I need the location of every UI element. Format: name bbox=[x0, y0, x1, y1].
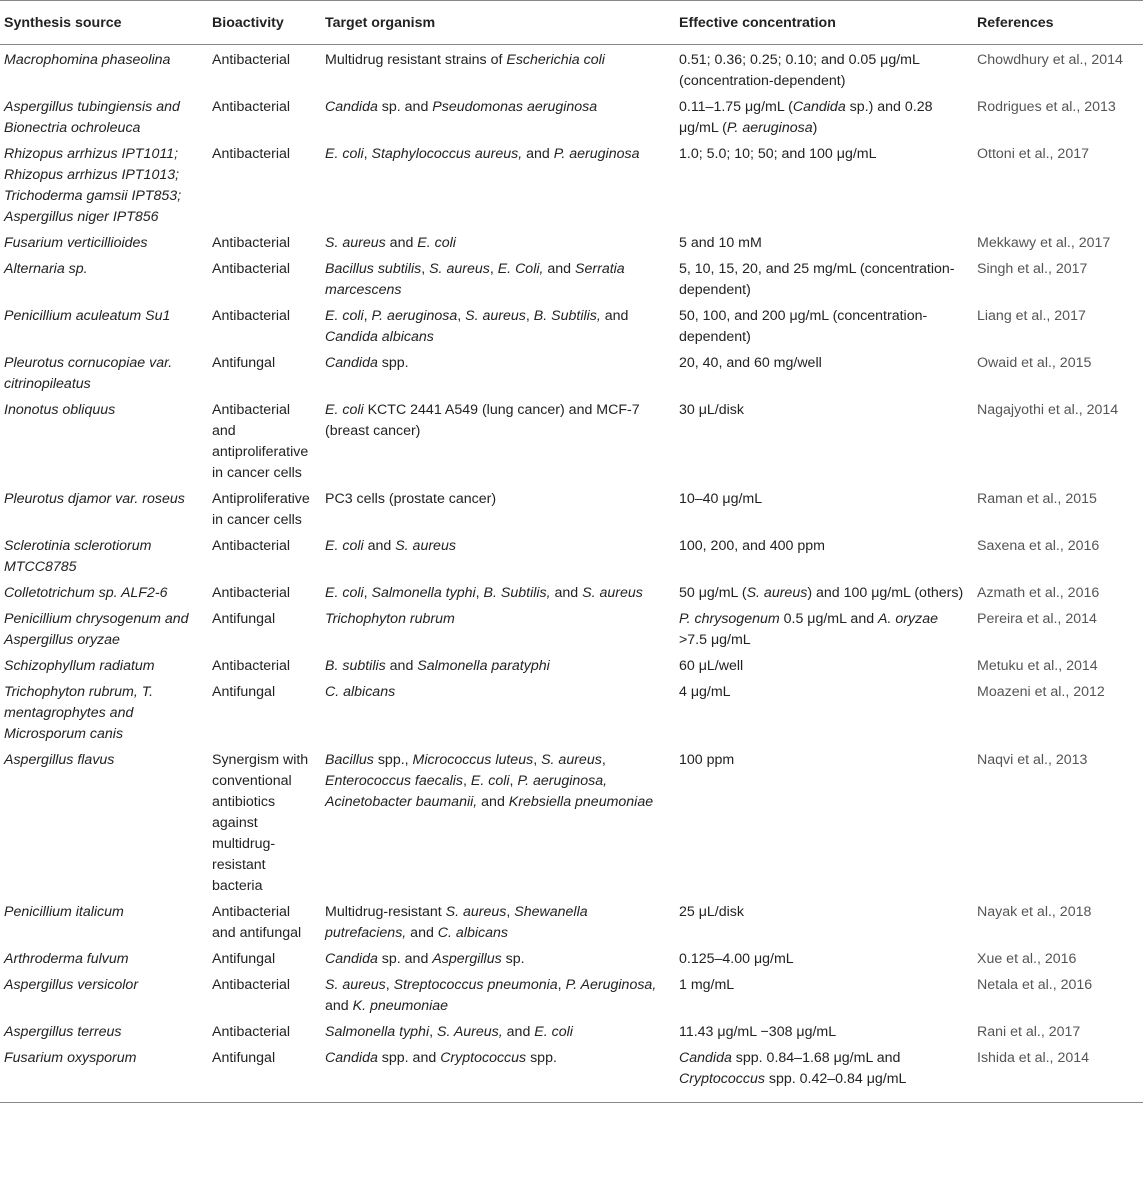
effective-concentration-cell bbox=[675, 45, 973, 93]
target-organism-cell bbox=[321, 484, 675, 531]
text-segment: P. aeruginosa bbox=[553, 146, 640, 162]
target-organism-cell bbox=[321, 745, 675, 897]
bioactivity-cell: Synergism with conventional antibiotics against multidrug-resistant bacteria bbox=[212, 752, 309, 894]
target-organism-cell bbox=[321, 677, 675, 745]
text-segment: Candida bbox=[325, 99, 378, 115]
target-organism-cell bbox=[321, 139, 675, 228]
effective-concentration-cell bbox=[675, 745, 973, 897]
reference-cell: Ottoni et al., 2017 bbox=[977, 146, 1089, 162]
bioactivity-cell: Antibacterial bbox=[212, 977, 291, 993]
reference-cell: Nagajyothi et al., 2014 bbox=[977, 402, 1119, 418]
text-segment: 4 μg/mL bbox=[679, 684, 731, 700]
table-row bbox=[0, 970, 1143, 1017]
text-segment: Candida bbox=[325, 355, 378, 371]
text-segment: P. aeruginosa, Acinetobacter baumanii, bbox=[325, 773, 608, 810]
table-row bbox=[0, 531, 1143, 578]
text-segment: 20, 40, and 60 mg/well bbox=[679, 355, 822, 371]
target-organism-cell bbox=[321, 944, 675, 970]
effective-concentration-cell bbox=[675, 531, 973, 578]
bioactivity-cell: Antibacterial bbox=[212, 235, 291, 251]
table-row bbox=[0, 45, 1143, 93]
text-segment: Streptococcus pneumonia bbox=[393, 977, 558, 993]
text-segment: , bbox=[363, 308, 372, 324]
text-segment: Candida bbox=[325, 1050, 378, 1066]
bioactivity-cell: Antibacterial bbox=[212, 146, 291, 162]
text-segment: Candida bbox=[325, 951, 378, 967]
effective-concentration-cell bbox=[675, 395, 973, 484]
text-segment: 1 mg/mL bbox=[679, 977, 735, 993]
target-organism-cell bbox=[321, 228, 675, 254]
text-segment: P. chrysogenum bbox=[679, 611, 780, 627]
text-segment: P. aeruginosa bbox=[371, 308, 458, 324]
text-segment: S. aureus bbox=[541, 752, 602, 768]
target-organism-cell bbox=[321, 1043, 675, 1103]
target-organism-cell bbox=[321, 395, 675, 484]
text-segment: , bbox=[363, 585, 372, 601]
text-segment: KCTC 2441 A549 (lung cancer) and MCF-7 (breast cancer) bbox=[325, 402, 640, 439]
text-segment: C. albicans bbox=[437, 925, 508, 941]
reference-cell: Rodrigues et al., 2013 bbox=[977, 99, 1116, 115]
effective-concentration-cell bbox=[675, 651, 973, 677]
table-row bbox=[0, 395, 1143, 484]
text-segment: and bbox=[477, 794, 509, 810]
bioactivity-cell: Antifungal bbox=[212, 951, 276, 967]
table-row bbox=[0, 677, 1143, 745]
target-organism-cell bbox=[321, 45, 675, 93]
text-segment: E. coli bbox=[325, 538, 364, 554]
text-segment: S. aureus bbox=[395, 538, 456, 554]
text-segment: , bbox=[429, 1024, 437, 1040]
effective-concentration-cell bbox=[675, 970, 973, 1017]
text-segment: S. Aureus, bbox=[437, 1024, 503, 1040]
bioactivity-cell: Antiproliferative in cancer cells bbox=[212, 491, 310, 528]
text-segment: >7.5 μg/mL bbox=[679, 632, 751, 648]
text-segment: Multidrug resistant strains of bbox=[325, 52, 507, 68]
header-bioactivity: Bioactivity bbox=[208, 1, 321, 45]
bioactivity-cell: Antibacterial bbox=[212, 538, 291, 554]
effective-concentration-cell bbox=[675, 301, 973, 348]
text-segment: C. albicans bbox=[325, 684, 396, 700]
text-segment: K. pneumoniae bbox=[352, 998, 449, 1014]
text-segment: 11.43 μg/mL −308 μg/mL bbox=[679, 1024, 837, 1040]
synthesis-source-cell: Macrophomina phaseolina bbox=[4, 52, 171, 68]
bioactivity-cell: Antibacterial bbox=[212, 99, 291, 115]
text-segment: and bbox=[502, 1024, 535, 1040]
reference-cell: Rani et al., 2017 bbox=[977, 1024, 1081, 1040]
text-segment: Staphylococcus aureus, bbox=[371, 146, 523, 162]
synthesis-source-cell: Aspergillus flavus bbox=[4, 752, 115, 768]
text-segment: and bbox=[550, 585, 583, 601]
text-segment: 100 ppm bbox=[679, 752, 735, 768]
effective-concentration-cell bbox=[675, 604, 973, 651]
target-organism-cell bbox=[321, 301, 675, 348]
text-segment: spp. bbox=[526, 1050, 557, 1066]
text-segment: Salmonella typhi bbox=[371, 585, 476, 601]
text-segment: Enterococcus faecalis bbox=[325, 773, 464, 789]
text-segment: , bbox=[457, 308, 466, 324]
target-organism-cell bbox=[321, 970, 675, 1017]
text-segment: , bbox=[601, 752, 606, 768]
text-segment: E. coli bbox=[325, 146, 364, 162]
synthesis-source-cell: Sclerotinia sclerotiorum MTCC8785 bbox=[4, 538, 152, 575]
text-segment: E. Coli, bbox=[497, 261, 544, 277]
synthesis-source-cell: Pleurotus djamor var. roseus bbox=[4, 491, 185, 507]
text-segment: Cryptococcus bbox=[679, 1071, 765, 1087]
reference-cell: Ishida et al., 2014 bbox=[973, 1043, 1143, 1103]
bioactivity-cell: Antifungal bbox=[212, 611, 276, 627]
text-segment: A. oryzae bbox=[878, 611, 938, 627]
synthesis-source-cell: Aspergillus tubingiensis and Bionectria ochroleuca bbox=[4, 99, 180, 136]
text-segment: and bbox=[600, 308, 629, 324]
text-segment: , bbox=[363, 146, 372, 162]
text-segment: 60 μL/well bbox=[679, 658, 744, 674]
text-segment: Micrococcus luteus bbox=[412, 752, 534, 768]
bioactivity-cell: Antibacterial and antiproliferative in cancer cells bbox=[212, 402, 309, 481]
bioactivity-cell: Antibacterial bbox=[212, 261, 291, 277]
text-segment: and bbox=[325, 998, 353, 1014]
text-segment: spp. and bbox=[377, 1050, 441, 1066]
synthesis-source-cell: Alternaria sp. bbox=[4, 261, 88, 277]
text-segment: sp. bbox=[501, 951, 525, 967]
table-row bbox=[0, 745, 1143, 897]
text-segment: B. Subtilis, bbox=[533, 308, 601, 324]
table-header bbox=[0, 1, 1143, 45]
reference-cell: Owaid et al., 2015 bbox=[977, 355, 1092, 371]
text-segment: E. coli bbox=[534, 1024, 573, 1040]
header-row bbox=[0, 1, 1143, 45]
text-segment: Pseudomonas aeruginosa bbox=[432, 99, 598, 115]
text-segment: , bbox=[509, 773, 518, 789]
text-segment: , bbox=[533, 752, 542, 768]
text-segment: 10–40 μg/mL bbox=[679, 491, 763, 507]
reference-cell: Naqvi et al., 2013 bbox=[977, 752, 1088, 768]
synthesis-source-cell: Pleurotus cornucopiae var. citrinopileatus bbox=[4, 355, 173, 392]
effective-concentration-cell bbox=[675, 348, 973, 395]
text-segment: Candida bbox=[679, 1050, 732, 1066]
text-segment: , bbox=[557, 977, 566, 993]
synthesis-source-cell: Colletotrichum sp. ALF2-6 bbox=[4, 585, 168, 601]
table-row bbox=[0, 139, 1143, 228]
text-segment: 0.11–1.75 μg/mL ( bbox=[679, 99, 793, 115]
text-segment: , bbox=[421, 261, 430, 277]
text-segment: and bbox=[522, 146, 554, 162]
reference-cell: Moazeni et al., 2012 bbox=[977, 684, 1105, 700]
reference-cell: Azmath et al., 2016 bbox=[977, 585, 1100, 601]
text-segment: 1.0; 5.0; 10; 50; and 100 μg/mL bbox=[679, 146, 877, 162]
synthesis-source-cell: Aspergillus versicolor bbox=[4, 977, 139, 993]
text-segment: Bacillus bbox=[325, 752, 374, 768]
table-row bbox=[0, 348, 1143, 395]
text-segment: E. coli bbox=[325, 308, 364, 324]
target-organism-cell bbox=[321, 897, 675, 944]
text-segment: , bbox=[489, 261, 498, 277]
reference-cell: Liang et al., 2017 bbox=[977, 308, 1086, 324]
text-segment: Aspergillus bbox=[432, 951, 502, 967]
effective-concentration-cell bbox=[675, 677, 973, 745]
text-segment: Salmonella typhi bbox=[325, 1024, 430, 1040]
text-segment: spp. bbox=[377, 355, 409, 371]
text-segment: 0.125–4.00 μg/mL bbox=[679, 951, 794, 967]
target-organism-cell bbox=[321, 604, 675, 651]
effective-concentration-cell bbox=[675, 897, 973, 944]
table-row bbox=[0, 1017, 1143, 1043]
text-segment: 50 μg/mL ( bbox=[679, 585, 747, 601]
text-segment: Escherichia coli bbox=[506, 52, 605, 68]
text-segment: P. aeruginosa bbox=[726, 120, 813, 136]
synthesis-source-cell: Rhizopus arrhizus IPT1011; Rhizopus arrhizus IPT1013; Trichoderma gamsii IPT853; Aspergillus niger IPT856 bbox=[4, 146, 182, 225]
reference-cell: Chowdhury et al., 2014 bbox=[977, 52, 1123, 68]
text-segment: 50, 100, and 200 μg/mL (concentration-dependent) bbox=[679, 308, 928, 345]
target-organism-cell bbox=[321, 1017, 675, 1043]
text-segment: 100, 200, and 400 ppm bbox=[679, 538, 825, 554]
reference-cell: Metuku et al., 2014 bbox=[977, 658, 1098, 674]
text-segment: ) and 100 μg/mL (others) bbox=[807, 585, 964, 601]
text-segment: B. subtilis bbox=[325, 658, 386, 674]
target-organism-cell bbox=[321, 651, 675, 677]
effective-concentration-cell bbox=[675, 228, 973, 254]
effective-concentration-cell bbox=[675, 254, 973, 301]
table-row bbox=[0, 92, 1143, 139]
table-row bbox=[0, 897, 1143, 944]
text-segment: B. Subtilis, bbox=[483, 585, 551, 601]
text-segment: sp. and bbox=[377, 99, 433, 115]
text-segment: S. aureus bbox=[429, 261, 490, 277]
text-segment: Shewanella putrefaciens, bbox=[325, 904, 588, 941]
table-row bbox=[0, 651, 1143, 677]
text-segment: , bbox=[385, 977, 394, 993]
text-segment: E. coli bbox=[470, 773, 510, 789]
table-body bbox=[0, 45, 1143, 1103]
text-segment: and bbox=[406, 925, 438, 941]
text-segment: PC3 cells (prostate cancer) bbox=[325, 491, 497, 507]
text-segment: spp. 0.84–1.68 μg/mL and bbox=[731, 1050, 901, 1066]
text-segment: Candida bbox=[792, 99, 846, 115]
reference-cell: Xue et al., 2016 bbox=[977, 951, 1077, 967]
target-organism-cell bbox=[321, 531, 675, 578]
reference-cell: Singh et al., 2017 bbox=[977, 261, 1088, 277]
header-target-organism: Target organism bbox=[321, 1, 675, 45]
target-organism-cell bbox=[321, 254, 675, 301]
effective-concentration-cell bbox=[675, 1017, 973, 1043]
target-organism-cell bbox=[321, 92, 675, 139]
table-row bbox=[0, 484, 1143, 531]
text-segment: 5, 10, 15, 20, and 25 mg/mL (concentration-dependent) bbox=[679, 261, 955, 298]
text-segment: and bbox=[385, 658, 418, 674]
table-row bbox=[0, 301, 1143, 348]
effective-concentration-cell bbox=[675, 944, 973, 970]
text-segment: spp. 0.42–0.84 μg/mL bbox=[764, 1071, 907, 1087]
text-segment: Trichophyton rubrum bbox=[325, 611, 455, 627]
bioactivity-cell: Antifungal bbox=[208, 1043, 321, 1103]
text-segment: E. coli bbox=[417, 235, 456, 251]
effective-concentration-cell bbox=[675, 484, 973, 531]
target-organism-cell bbox=[321, 348, 675, 395]
text-segment: 30 μL/disk bbox=[679, 402, 744, 418]
table-row bbox=[0, 604, 1143, 651]
target-organism-cell bbox=[321, 578, 675, 604]
bioactivity-cell: Antibacterial bbox=[212, 658, 291, 674]
header-synthesis-source: Synthesis source bbox=[0, 1, 208, 45]
bioactivity-cell: Antibacterial and antifungal bbox=[212, 904, 302, 941]
text-segment: and bbox=[363, 538, 396, 554]
text-segment: Bacillus subtilis bbox=[325, 261, 422, 277]
text-segment: Krebsiella pneumoniae bbox=[508, 794, 654, 810]
bioactivity-cell: Antifungal bbox=[212, 355, 276, 371]
text-segment: E. coli bbox=[325, 585, 364, 601]
reference-cell: Saxena et al., 2016 bbox=[977, 538, 1100, 554]
text-segment: and bbox=[543, 261, 576, 277]
table-row bbox=[0, 578, 1143, 604]
text-segment: Salmonella paratyphi bbox=[417, 658, 550, 674]
text-segment: spp., bbox=[373, 752, 413, 768]
effective-concentration-cell bbox=[675, 578, 973, 604]
text-segment: 0.5 μg/mL and bbox=[779, 611, 879, 627]
reference-cell: Mekkawy et al., 2017 bbox=[977, 235, 1111, 251]
synthesis-source-cell: Fusarium verticillioides bbox=[4, 235, 148, 251]
text-segment: , bbox=[475, 585, 484, 601]
table-row bbox=[0, 228, 1143, 254]
text-segment: P. Aeruginosa, bbox=[565, 977, 657, 993]
text-segment: 0.51; 0.36; 0.25; 0.10; and 0.05 μg/mL (concentration-dependent) bbox=[679, 52, 920, 89]
table-row bbox=[0, 254, 1143, 301]
text-segment: 5 and 10 mM bbox=[679, 235, 762, 251]
bioactivity-cell: Antibacterial bbox=[212, 308, 291, 324]
synthesis-source-cell: Trichophyton rubrum, T. mentagrophytes and Microsporum canis bbox=[4, 684, 154, 742]
text-segment: S. aureus bbox=[465, 308, 526, 324]
reference-cell: Nayak et al., 2018 bbox=[977, 904, 1092, 920]
header-effective-concentration: Effective concentration bbox=[675, 1, 973, 45]
synthesis-source-cell: Penicillium italicum bbox=[4, 904, 124, 920]
text-segment: ) bbox=[812, 120, 818, 136]
synthesis-source-cell: Penicillium aculeatum Su1 bbox=[4, 308, 171, 324]
reference-cell: Raman et al., 2015 bbox=[977, 491, 1097, 507]
bioactivity-cell: Antibacterial bbox=[212, 1024, 291, 1040]
text-segment: S. aureus bbox=[325, 977, 386, 993]
bioactivity-cell: Antibacterial bbox=[212, 52, 291, 68]
synthesis-source-cell: Aspergillus terreus bbox=[4, 1024, 122, 1040]
text-segment: and bbox=[385, 235, 418, 251]
text-segment: E. coli bbox=[325, 402, 364, 418]
effective-concentration-cell bbox=[675, 92, 973, 139]
text-segment: , bbox=[506, 904, 515, 920]
synthesis-source-cell: Penicillium chrysogenum and Aspergillus oryzae bbox=[4, 611, 189, 648]
text-segment: Multidrug-resistant bbox=[325, 904, 446, 920]
table-row bbox=[0, 1043, 1143, 1103]
reference-cell: Pereira et al., 2014 bbox=[977, 611, 1097, 627]
reference-cell: Netala et al., 2016 bbox=[977, 977, 1093, 993]
synthesis-source-cell: Arthroderma fulvum bbox=[4, 951, 129, 967]
text-segment: S. aureus bbox=[582, 585, 643, 601]
synthesis-source-cell: Fusarium oxysporum bbox=[0, 1043, 208, 1103]
text-segment: S. aureus bbox=[445, 904, 507, 920]
text-segment: Candida albicans bbox=[325, 329, 434, 345]
effective-concentration-cell bbox=[675, 139, 973, 228]
text-segment: S. aureus bbox=[746, 585, 808, 601]
text-segment: S. aureus bbox=[325, 235, 386, 251]
bioactivity-cell: Antibacterial bbox=[212, 585, 291, 601]
bioactivity-cell: Antifungal bbox=[212, 684, 276, 700]
header-references: References bbox=[973, 1, 1143, 45]
table-row bbox=[0, 944, 1143, 970]
text-segment: sp. and bbox=[377, 951, 433, 967]
text-segment: 25 μL/disk bbox=[679, 904, 744, 920]
text-segment: , bbox=[525, 308, 534, 324]
effective-concentration-cell bbox=[675, 1043, 973, 1103]
text-segment: Serratia marcescens bbox=[325, 261, 625, 298]
synthesis-source-cell: Inonotus obliquus bbox=[4, 402, 116, 418]
synthesis-source-cell: Schizophyllum radiatum bbox=[4, 658, 155, 674]
text-segment: sp.) and 0.28 μg/mL ( bbox=[679, 99, 933, 136]
text-segment: Cryptococcus bbox=[440, 1050, 527, 1066]
text-segment: , bbox=[463, 773, 471, 789]
